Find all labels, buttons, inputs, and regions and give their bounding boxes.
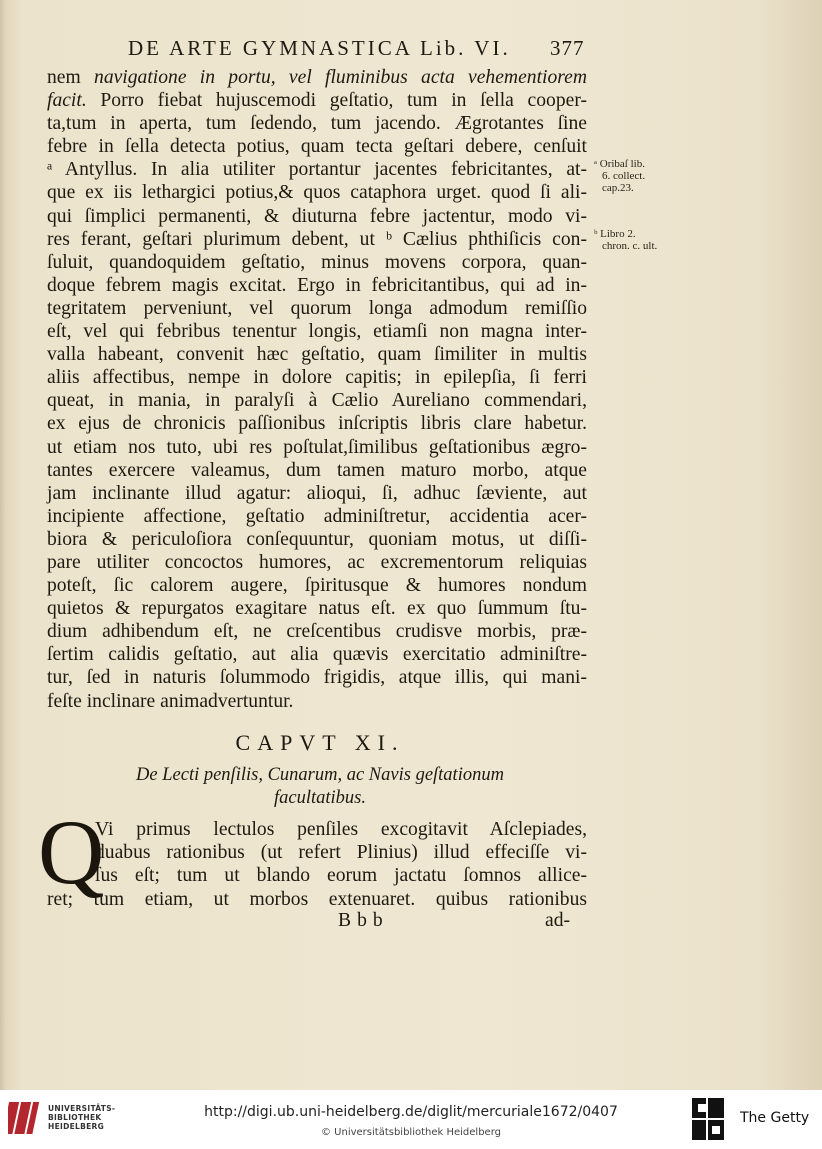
- text-run: que ex iis lethargici potius,& quos cataphora urget. quod ſi ali-: [47, 182, 587, 204]
- chapter-subtitle-line-1: De Lecti penſilis, Cunarum, ac Navis geſtationum: [136, 765, 504, 785]
- ub-line-1: UNIVERSITÄTS-: [48, 1104, 116, 1113]
- text-run: aliis affectibus, nempe in dolore capitis; in epilepſia, ſi ferri: [47, 367, 587, 389]
- ub-line-2: BIBLIOTHEK: [48, 1113, 102, 1122]
- margin-note-line: chron. c. ult.: [602, 240, 658, 252]
- text-run: facit.: [47, 90, 87, 112]
- text-line: [47, 205, 587, 228]
- main-text-block: [47, 66, 587, 713]
- text-run: navigatione in portu, vel fluminibus acta vehementiorem: [94, 67, 588, 88]
- text-run: Porro fiebat hujuscemodi geſtatio, tum in ſella cooper-: [86, 90, 587, 112]
- catchword: ad-: [545, 910, 571, 931]
- text-line: [47, 389, 587, 412]
- text-line: [47, 505, 587, 528]
- text-line: [47, 690, 587, 713]
- text-run: tantes exercere valeamus, dum tamen maturo morbo, atque: [47, 459, 587, 481]
- margin-note-line: ᵇ Libro 2.: [594, 228, 636, 240]
- text-line: [47, 343, 587, 366]
- text-run: nem: [47, 67, 95, 88]
- permalink-url[interactable]: http://digi.ub.uni-heidelberg.de/diglit/mercuriale1672/0407: [204, 1104, 618, 1120]
- chapter-heading: CAPVT XI.: [235, 730, 405, 755]
- chapter-subtitle: [60, 764, 580, 810]
- text-line: [47, 89, 587, 112]
- text-line: [47, 366, 587, 389]
- text-run: quietos & repurgatos exagitare natus eſt. ex quo ſummum ſtu-: [47, 598, 587, 620]
- text-run: biora & periculoſiora conſequuntur, quoniam motus, ut diſſi-: [47, 528, 587, 550]
- margin-note-line: cap.23.: [602, 182, 634, 194]
- text-line: [47, 320, 587, 343]
- copyright-notice: © Universitätsbibliothek Heidelberg: [320, 1127, 501, 1138]
- margin-note-line: 6. collect.: [602, 170, 646, 182]
- text-run: res ferant, geſtari plurimum debent, ut ᵇ Cælius phthiſicis con-: [47, 228, 587, 250]
- text-line: [47, 459, 587, 482]
- text-line: [47, 66, 587, 89]
- text-run: febre in ſella detecta potius, quam tecta geſtari debere, cenſuit: [47, 136, 587, 158]
- signature-line: [0, 910, 822, 934]
- text-run: jam inclinante illud agatur: alioqui, ſi, adhuc ſæviente, aut: [47, 482, 587, 504]
- text-line: [47, 181, 587, 204]
- text-line: [47, 643, 587, 666]
- margin-note-b: [594, 228, 704, 252]
- text-run: doque febrem magis excitat. Ergo in febricitantibus, qui ad in-: [47, 274, 587, 296]
- text-run: ta,tum in aperta, tum ſedendo, tum jacendo. Ægrotantes ſine: [47, 113, 587, 135]
- text-run: ſuluit, quandoquidem geſtatio, minus movens corpora, quan-: [47, 251, 587, 273]
- chapter-text-line: ſus eſt; tum ut blando eorum jactatu ſomnos allice-: [95, 865, 587, 887]
- margin-note-a: [594, 158, 704, 194]
- chapter-text-line: ret; tum etiam, ut morbos extenuaret. quibus rationibus: [47, 888, 587, 910]
- getty-logo-icon: [690, 1096, 726, 1142]
- text-run: qui ſimplici permanenti, & diuturna febre jactentur, modo vi-: [47, 205, 587, 227]
- text-run: ex ejus de chronicis paſſionibus inſcriptis libris clare habetur.: [47, 413, 587, 435]
- getty-name: The Getty: [740, 1110, 810, 1126]
- text-line: [47, 297, 587, 320]
- chapter-text-line: duabus rationibus (ut refert Plinius) illud effeciſſe vi-: [95, 842, 587, 864]
- text-line: [47, 228, 587, 251]
- text-line: [47, 112, 587, 135]
- chapter-subtitle-line-2: facultatibus.: [274, 788, 366, 808]
- text-run: valla habeant, convenit hæc geſtatio, quam ſimiliter in multis: [47, 344, 587, 366]
- text-line: [47, 274, 587, 297]
- text-run: dium adhibendum eſt, ne creſcentibus crudisve morbis, præ-: [47, 621, 587, 643]
- text-line: [47, 412, 587, 435]
- text-run: feſte inclinare animadvertuntur.: [47, 690, 294, 712]
- ub-line-3: HEIDELBERG: [48, 1122, 105, 1131]
- text-line: [47, 482, 587, 505]
- text-line: [47, 597, 587, 620]
- text-run: ᵃ Antyllus. In alia utiliter portantur jacentes febricitantes, at-: [47, 159, 587, 181]
- text-line: [47, 528, 587, 551]
- signature-mark: Bbb: [338, 910, 389, 931]
- drop-cap-letter: Q: [38, 801, 105, 903]
- running-title: DE ARTE GYMNASTICA Lib. VI.: [128, 36, 511, 60]
- text-line: [47, 551, 587, 574]
- text-line: [47, 620, 587, 643]
- margin-note-line: ᵃ Oribaſ lib.: [594, 158, 645, 170]
- text-line: [47, 574, 587, 597]
- chapter-text-line: Vi primus lectulos penſiles excogitavit Aſclepiades,: [95, 819, 587, 840]
- text-line: [47, 666, 587, 689]
- running-header: [0, 36, 822, 62]
- text-run: queat, in mania, in paralyſi à Cælio Aureliano commendari,: [47, 390, 587, 412]
- text-line: [47, 251, 587, 274]
- text-line: [47, 135, 587, 158]
- text-run: ut etiam nos tuto, ubi res poſtulat,ſimilibus geſtationibus ægro-: [47, 436, 587, 458]
- text-run: incipiente affectione, geſtatio adminiſtretur, accidentia acer-: [47, 505, 587, 527]
- chapter-paragraph: [47, 818, 587, 911]
- text-line: [47, 158, 587, 181]
- text-run: tegritatem perveniunt, vel quorum longa admodum remiſſio: [47, 297, 587, 319]
- page-number: 377: [550, 36, 585, 60]
- text-run: ſertim calidis geſtatio, aut alia quævis exercitatio adminiſtre-: [47, 644, 587, 666]
- text-run: eſt, vel qui febribus tenentur longis, etiamſi non magna inter-: [47, 321, 587, 343]
- text-run: pare utiliter concoctos humores, ac excrementorum reliquias: [47, 551, 587, 573]
- text-line: [47, 436, 587, 459]
- text-run: poteſt, ſic calorem augere, ſpiritusque & humores nondum: [47, 575, 587, 597]
- text-run: tur, ſed in naturis ſolummodo frigidis, atque illis, qui mani-: [47, 667, 587, 689]
- viewer-footer: [0, 1090, 822, 1149]
